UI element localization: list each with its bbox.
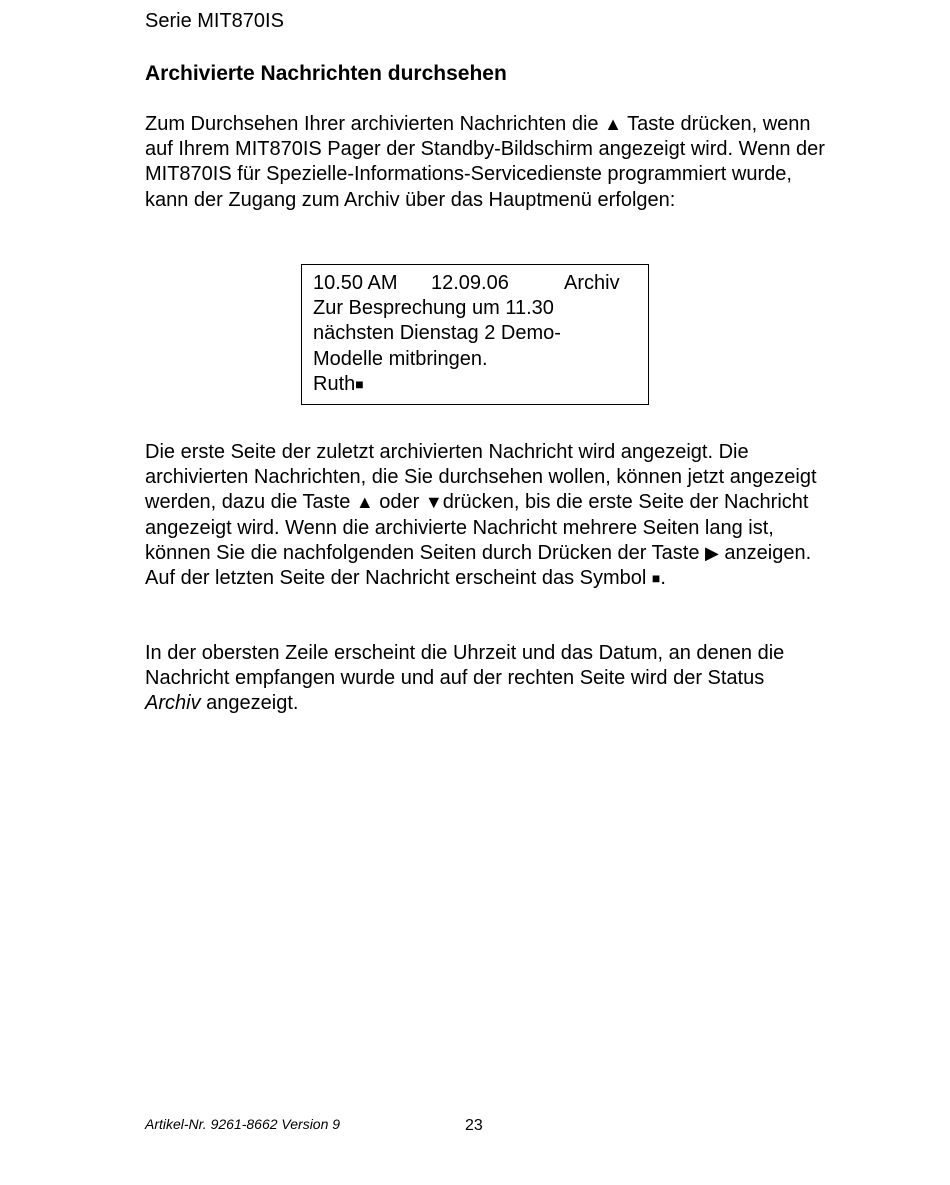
section-title: Archivierte Nachrichten durchsehen	[145, 62, 507, 85]
up-arrow-icon: ▲	[355, 492, 374, 513]
end-square-icon: ■	[355, 375, 364, 392]
up-arrow-icon: ▲	[604, 114, 622, 134]
pager-display-example	[301, 264, 649, 405]
browse-text-3: drücken, bis die erste Seite der Nachricht angezeigt wird. Wenn die archivierte Nachricht mehrere Seiten lang ist, können Sie die nachfolgenden Seiten durch Drücken der Taste	[145, 491, 809, 564]
right-arrow-icon: ▶	[705, 542, 719, 563]
footer-article-number: Artikel-Nr. 9261-8662 Version 9	[145, 1116, 341, 1132]
status-paragraph	[145, 641, 825, 717]
pager-time: 10.50 AM	[313, 272, 398, 294]
end-square-icon: ■	[651, 570, 661, 587]
intro-paragraph	[145, 112, 825, 213]
browse-text-2: oder	[373, 491, 425, 514]
intro-text-1: Zum Durchsehen Ihrer archivierten Nachrichten die	[145, 113, 605, 135]
status-text-1: In der obersten Zeile erscheint die Uhrzeit und das Datum, an denen die Nachricht empfangen wurde und auf der rechten Seite wird der Status	[145, 642, 785, 690]
browse-text-4: anzeigen. Auf der letzten Seite der Nachricht erscheint das Symbol	[145, 541, 812, 590]
browse-paragraph	[145, 440, 825, 591]
running-header: Serie MIT870IS	[145, 10, 284, 32]
browse-text-1: Die erste Seite der zuletzt archivierten Nachricht wird angezeigt. Die archivierten Nachrichten, die Sie durchsehen wollen, können jetzt angezeigt werden, dazu die Taste	[145, 441, 817, 514]
pager-message-line: Zur Besprechung um 11.30	[313, 297, 554, 320]
pager-message-line	[313, 372, 638, 397]
intro-text-2: Taste drücken, wenn auf Ihrem MIT870IS Pager der Standby-Bildschirm angezeigt wird. Wenn der MIT870IS für Spezielle-Informations-Servicedienste programmiert wurde, kann der Zugang zum Archiv über das Hauptmenü erfolgen:	[145, 113, 825, 211]
down-arrow-icon: ▼	[424, 492, 443, 513]
pager-header-row	[313, 271, 638, 296]
status-text-2: angezeigt.	[200, 692, 299, 715]
pager-signature: Ruth	[313, 372, 356, 395]
pager-message-line: Modelle mitbringen.	[313, 347, 488, 370]
pager-date: 12.09.06	[431, 272, 509, 294]
browse-text-5: .	[660, 567, 666, 590]
pager-message-line: nächsten Dienstag 2 Demo-	[313, 322, 561, 345]
page-number: 23	[465, 1117, 483, 1134]
status-word: Archiv	[145, 692, 201, 715]
pager-status: Archiv	[564, 272, 620, 294]
